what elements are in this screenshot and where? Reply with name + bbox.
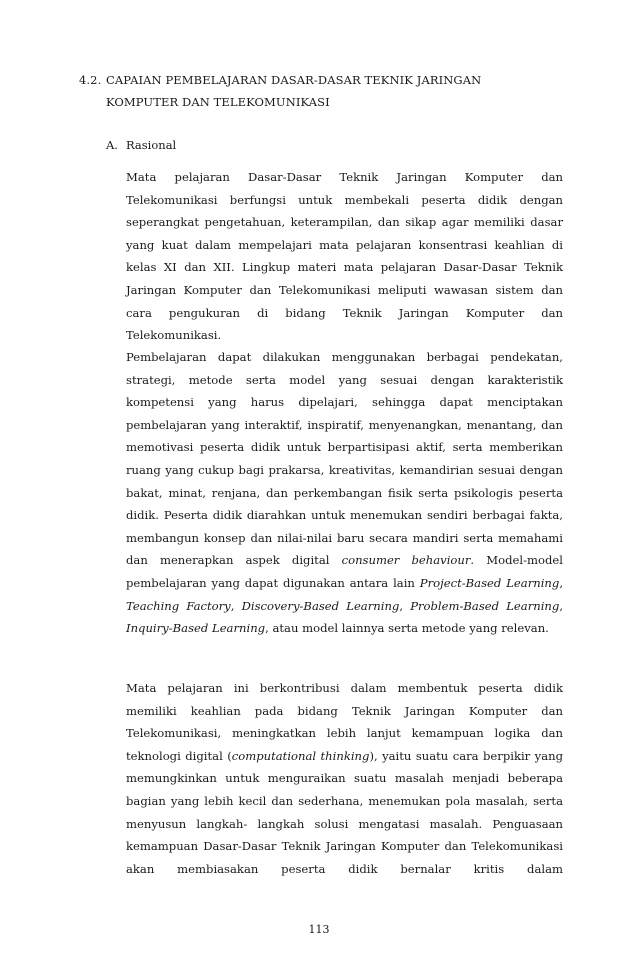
subsection-title: Rasional xyxy=(126,138,177,152)
paragraph-rasional-1: Mata pelajaran Dasar-Dasar Teknik Jaringan Komputer dan Telekomunikasi berfungsi untuk membekali peserta didik dengan seperangkat pengetahuan, keterampilan, dan sikap agar memiliki dasar yang kuat dalam mempelajari mata pelajaran konsentrasi keahlian di kelas XI dan XII. Lingkup materi mata pelajaran Dasar-Dasar Teknik Jaringan Komputer dan Telekomunikasi meliputi wawasan sistem dan cara pengukuran di bidang Teknik Jaringan Komputer dan Telekomunikasi. xyxy=(126,170,563,343)
italic-term: consumer behaviour xyxy=(341,553,471,568)
paragraph-text: , xyxy=(399,598,411,613)
section-heading xyxy=(79,69,579,113)
paragraph-text: Mata pelajaran ini berkontribusi dalam membentuk peserta didik memiliki keahlian pada bidang Teknik Jaringan Komputer dan Telekomunikasi, meningkatkan lebih lanjut kemampuan logika dan teknologi digital ( xyxy=(126,681,563,763)
italic-term: Discovery-Based Learning xyxy=(241,598,400,613)
italic-term: Project-Based Learning xyxy=(419,575,560,590)
subsection-heading xyxy=(106,134,176,156)
section-title-line1: CAPAIAN PEMBELAJARAN DASAR-DASAR TEKNIK JARINGAN xyxy=(106,73,482,87)
italic-term: Teaching Factory xyxy=(126,598,231,613)
paragraph-text: , atau model lainnya serta metode yang relevan. xyxy=(265,621,549,636)
paragraph-text: , xyxy=(559,598,564,613)
subsection-letter: A. xyxy=(106,138,118,152)
page-number: 113 xyxy=(308,923,330,936)
italic-term: computational thinking xyxy=(231,748,370,763)
paragraph-text: Pembelajaran dapat dilakukan menggunakan berbagai pendekatan, strategi, metode serta model yang sesuai dengan karakteristik kompetensi yang harus dipelajari, sehingga dapat menciptakan pembelajaran yang interaktif, inspiratif, menyenangkan, menantang, dan memotivasi peserta didik untuk berpartisipasi aktif, serta memberikan ruang yang cukup bagi prakarsa, kreativitas, kemandirian sesuai dengan bakat, minat, renjana, dan perkembangan fisik serta psikologis peserta didik. Peserta didik diarahkan untuk menemukan sendiri berbagai fakta, membangun konsep dan nilai-nilai baru secara mandiri serta memahami dan menerapkan aspek digital xyxy=(126,350,563,568)
section-title-line2: KOMPUTER DAN TELEKOMUNIKASI xyxy=(106,95,330,109)
paragraph-text: , xyxy=(230,598,242,613)
italic-term: Inquiry-Based Learning xyxy=(126,621,266,636)
paragraph-text: , xyxy=(559,575,563,590)
paragraph-text: ), yaitu suatu cara berpikir yang memungkinkan untuk menguraikan suatu masalah menjadi beberapa bagian yang lebih kecil dan sederhana, menemukan pola masalah, serta menyusun langkah- langkah solusi mengatasi masalah. Penguasaan kemampuan Dasar-Dasar Teknik Jaringan Komputer dan Telekomunikasi akan membiasakan peserta didik bernalar kritis dalam xyxy=(126,748,563,876)
paragraph-rasional-3 xyxy=(126,677,563,880)
paragraph-text: . Model-model pembelajaran yang dapat digunakan antara lain xyxy=(126,553,563,590)
section-number: 4.2. xyxy=(79,73,102,87)
paragraph-rasional-2 xyxy=(126,346,563,640)
italic-term: Problem-Based Learning xyxy=(410,598,560,613)
